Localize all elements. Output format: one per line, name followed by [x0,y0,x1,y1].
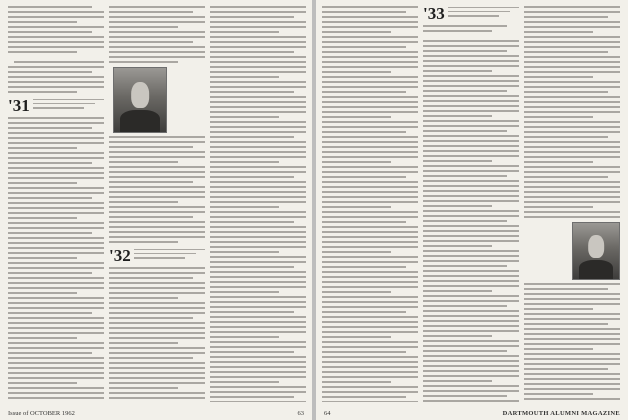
left-page [0,0,312,420]
left-page-column-3 [210,6,306,402]
page-number: 63 [297,410,304,417]
class-heading-32 [109,248,205,264]
right-page [316,0,628,420]
left-page-column-1 [8,6,104,402]
left-page-column-2 [109,6,205,402]
right-page-column-2 [423,6,519,402]
left-page-footer [0,405,312,417]
class-number: '31 [8,96,30,115]
class-heading-33 [423,6,519,22]
right-page-column-3 [524,6,620,402]
right-page-footer [316,405,628,417]
class-number: '33 [423,6,445,23]
portrait-photo-right [572,222,620,280]
right-page-column-1 [322,6,418,402]
magazine-name: DARTMOUTH ALUMNI MAGAZINE [502,410,620,417]
class-heading-31 [8,98,104,114]
issue-label: Issue of OCTOBER 1962 [8,410,75,417]
portrait-photo-left [113,67,167,133]
class-number: '32 [109,246,131,265]
page-number: 64 [324,410,331,417]
